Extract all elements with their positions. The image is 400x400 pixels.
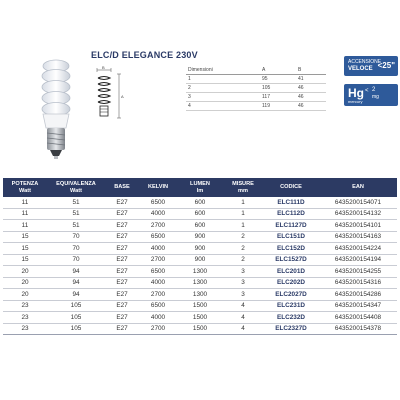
cell-potenza: 23 — [3, 300, 47, 312]
cell-potenza: 20 — [3, 289, 47, 301]
cell-equivalenza: 51 — [47, 208, 105, 220]
cell-base: E27 — [105, 231, 139, 243]
cell-ean: 6435200154163 — [319, 231, 397, 243]
cell-misure: 3 — [223, 277, 263, 289]
cell-base: E27 — [105, 208, 139, 220]
cell-kelvin: 2700 — [139, 323, 177, 335]
cell-kelvin: 2700 — [139, 254, 177, 266]
spec-header-row — [3, 178, 397, 197]
dimensions-row — [186, 84, 326, 93]
cell-misure: 4 — [223, 323, 263, 335]
cell-equivalenza: 105 — [47, 323, 105, 335]
cell-base: E27 — [105, 277, 139, 289]
dim-label-b: B — [102, 66, 105, 70]
cell-misure: 3 — [223, 266, 263, 278]
cell-ean: 6435200154408 — [319, 312, 397, 324]
cell-ean: 6435200154101 — [319, 220, 397, 232]
fast-start-badge — [344, 56, 398, 76]
cell-potenza: 15 — [3, 243, 47, 255]
cell-kelvin: 2700 — [139, 289, 177, 301]
badge-line2: VELOCE — [348, 66, 373, 72]
dimensions-row — [186, 75, 326, 84]
cell-base: E27 — [105, 266, 139, 278]
cell-kelvin: 4000 — [139, 277, 177, 289]
cell-misure: 2 — [223, 254, 263, 266]
cell-equivalenza: 51 — [47, 197, 105, 208]
cell-potenza: 11 — [3, 197, 47, 208]
product-title: ELC/D ELEGANCE 230V — [91, 50, 198, 60]
dim-cell: 46 — [296, 93, 326, 102]
cell-kelvin: 4000 — [139, 312, 177, 324]
table-row — [3, 312, 397, 324]
cell-base: E27 — [105, 243, 139, 255]
cell-potenza: 15 — [3, 231, 47, 243]
cell-ean: 6435200154071 — [319, 197, 397, 208]
dim-label-a: A — [121, 94, 124, 99]
spiral-bulb-image — [30, 56, 82, 162]
badge-value: <25" — [377, 61, 395, 70]
cell-potenza: 23 — [3, 323, 47, 335]
cell-base: E27 — [105, 312, 139, 324]
table-row — [3, 266, 397, 278]
dim-cell: 41 — [296, 75, 326, 84]
cell-potenza: 20 — [3, 277, 47, 289]
cell-equivalenza: 51 — [47, 220, 105, 232]
cell-lumen: 600 — [177, 197, 223, 208]
cell-equivalenza: 70 — [47, 243, 105, 255]
cell-kelvin: 6500 — [139, 266, 177, 278]
cell-codice: ELC151D — [263, 231, 319, 243]
cell-codice: ELC111D — [263, 197, 319, 208]
cell-ean: 6435200154255 — [319, 266, 397, 278]
cell-equivalenza: 94 — [47, 289, 105, 301]
dim-cell: 117 — [260, 93, 296, 102]
dim-header-b: B — [296, 66, 326, 75]
dimensions-row — [186, 102, 326, 111]
cell-base: E27 — [105, 220, 139, 232]
cell-ean: 6435200154194 — [319, 254, 397, 266]
dim-cell: 46 — [296, 102, 326, 111]
header-codice: CODICE — [263, 178, 319, 197]
cell-kelvin: 6500 — [139, 300, 177, 312]
cell-base: E27 — [105, 197, 139, 208]
table-row — [3, 323, 397, 335]
header-ean: EAN — [319, 178, 397, 197]
cell-lumen: 1500 — [177, 300, 223, 312]
cell-base: E27 — [105, 300, 139, 312]
cell-equivalenza: 94 — [47, 266, 105, 278]
table-row — [3, 254, 397, 266]
cell-ean: 6435200154378 — [319, 323, 397, 335]
cell-base: E27 — [105, 254, 139, 266]
cell-lumen: 900 — [177, 231, 223, 243]
table-row — [3, 243, 397, 255]
spec-table — [3, 178, 397, 335]
header-base: BASE — [105, 178, 139, 197]
cell-codice: ELC112D — [263, 208, 319, 220]
cell-codice: ELC201D — [263, 266, 319, 278]
table-row — [3, 231, 397, 243]
cell-misure: 4 — [223, 300, 263, 312]
dim-header-a: A — [260, 66, 296, 75]
cell-equivalenza: 105 — [47, 312, 105, 324]
cell-ean: 6435200154316 — [319, 277, 397, 289]
cell-lumen: 900 — [177, 243, 223, 255]
cell-codice: ELC231D — [263, 300, 319, 312]
cell-ean: 6435200154286 — [319, 289, 397, 301]
dim-cell: 119 — [260, 102, 296, 111]
cell-lumen: 1500 — [177, 323, 223, 335]
cell-misure: 3 — [223, 289, 263, 301]
cell-potenza: 23 — [3, 312, 47, 324]
cell-codice: ELC152D — [263, 243, 319, 255]
header-lumen: LUMEN lm — [177, 178, 223, 197]
mercury-badge — [344, 84, 398, 106]
cell-lumen: 1500 — [177, 312, 223, 324]
cell-potenza: 15 — [3, 254, 47, 266]
table-row — [3, 197, 397, 208]
table-row — [3, 208, 397, 220]
cell-lumen: 600 — [177, 208, 223, 220]
cell-misure: 1 — [223, 220, 263, 232]
table-row — [3, 220, 397, 232]
cell-kelvin: 4000 — [139, 208, 177, 220]
dim-header-label: Dimensioni — [186, 66, 260, 75]
cell-codice: ELC2027D — [263, 289, 319, 301]
cell-kelvin: 6500 — [139, 231, 177, 243]
cell-codice: ELC1527D — [263, 254, 319, 266]
badge-line1: ACCENSIONE — [348, 59, 382, 65]
header-misure: MISURE mm — [223, 178, 263, 197]
dim-cell: 1 — [186, 75, 260, 84]
table-row — [3, 300, 397, 312]
dimension-drawing — [91, 66, 127, 126]
dim-cell: 4 — [186, 102, 260, 111]
dim-cell: 46 — [296, 84, 326, 93]
cell-lumen: 1300 — [177, 266, 223, 278]
cell-lumen: 900 — [177, 254, 223, 266]
mercury-less-than: < — [365, 88, 369, 94]
cell-misure: 1 — [223, 197, 263, 208]
cell-misure: 2 — [223, 231, 263, 243]
cell-kelvin: 2700 — [139, 220, 177, 232]
dim-cell: 105 — [260, 84, 296, 93]
mercury-caption: mercury — [348, 99, 363, 104]
cell-ean: 6435200154132 — [319, 208, 397, 220]
mercury-unit: mg — [372, 94, 379, 100]
header-equivalenza: EQUIVALENZA Watt — [47, 178, 105, 197]
dim-cell: 3 — [186, 93, 260, 102]
cell-codice: ELC202D — [263, 277, 319, 289]
cell-potenza: 11 — [3, 208, 47, 220]
cell-ean: 6435200154347 — [319, 300, 397, 312]
cell-kelvin: 4000 — [139, 243, 177, 255]
cell-kelvin: 6500 — [139, 197, 177, 208]
cell-codice: ELC2327D — [263, 323, 319, 335]
cell-misure: 2 — [223, 243, 263, 255]
cell-ean: 6435200154224 — [319, 243, 397, 255]
cell-base: E27 — [105, 289, 139, 301]
spec-table-body — [3, 197, 397, 335]
header-potenza: POTENZA Watt — [3, 178, 47, 197]
cell-misure: 1 — [223, 208, 263, 220]
cell-lumen: 1300 — [177, 277, 223, 289]
dimensions-table — [186, 66, 326, 111]
cell-codice: ELC232D — [263, 312, 319, 324]
cell-base: E27 — [105, 323, 139, 335]
cell-misure: 4 — [223, 312, 263, 324]
cell-equivalenza: 70 — [47, 254, 105, 266]
cell-lumen: 600 — [177, 220, 223, 232]
dim-cell: 95 — [260, 75, 296, 84]
table-row — [3, 289, 397, 301]
dim-cell: 2 — [186, 84, 260, 93]
mercury-symbol: Hg — [348, 86, 364, 100]
cell-equivalenza: 105 — [47, 300, 105, 312]
table-row — [3, 277, 397, 289]
cell-potenza: 20 — [3, 266, 47, 278]
dimensions-row — [186, 93, 326, 102]
cell-codice: ELC1127D — [263, 220, 319, 232]
mercury-value: 2 — [372, 87, 376, 93]
cell-lumen: 1300 — [177, 289, 223, 301]
dimensions-header-row — [186, 66, 326, 75]
cell-equivalenza: 94 — [47, 277, 105, 289]
cell-equivalenza: 70 — [47, 231, 105, 243]
header-kelvin: KELVIN — [139, 178, 177, 197]
cell-potenza: 11 — [3, 220, 47, 232]
